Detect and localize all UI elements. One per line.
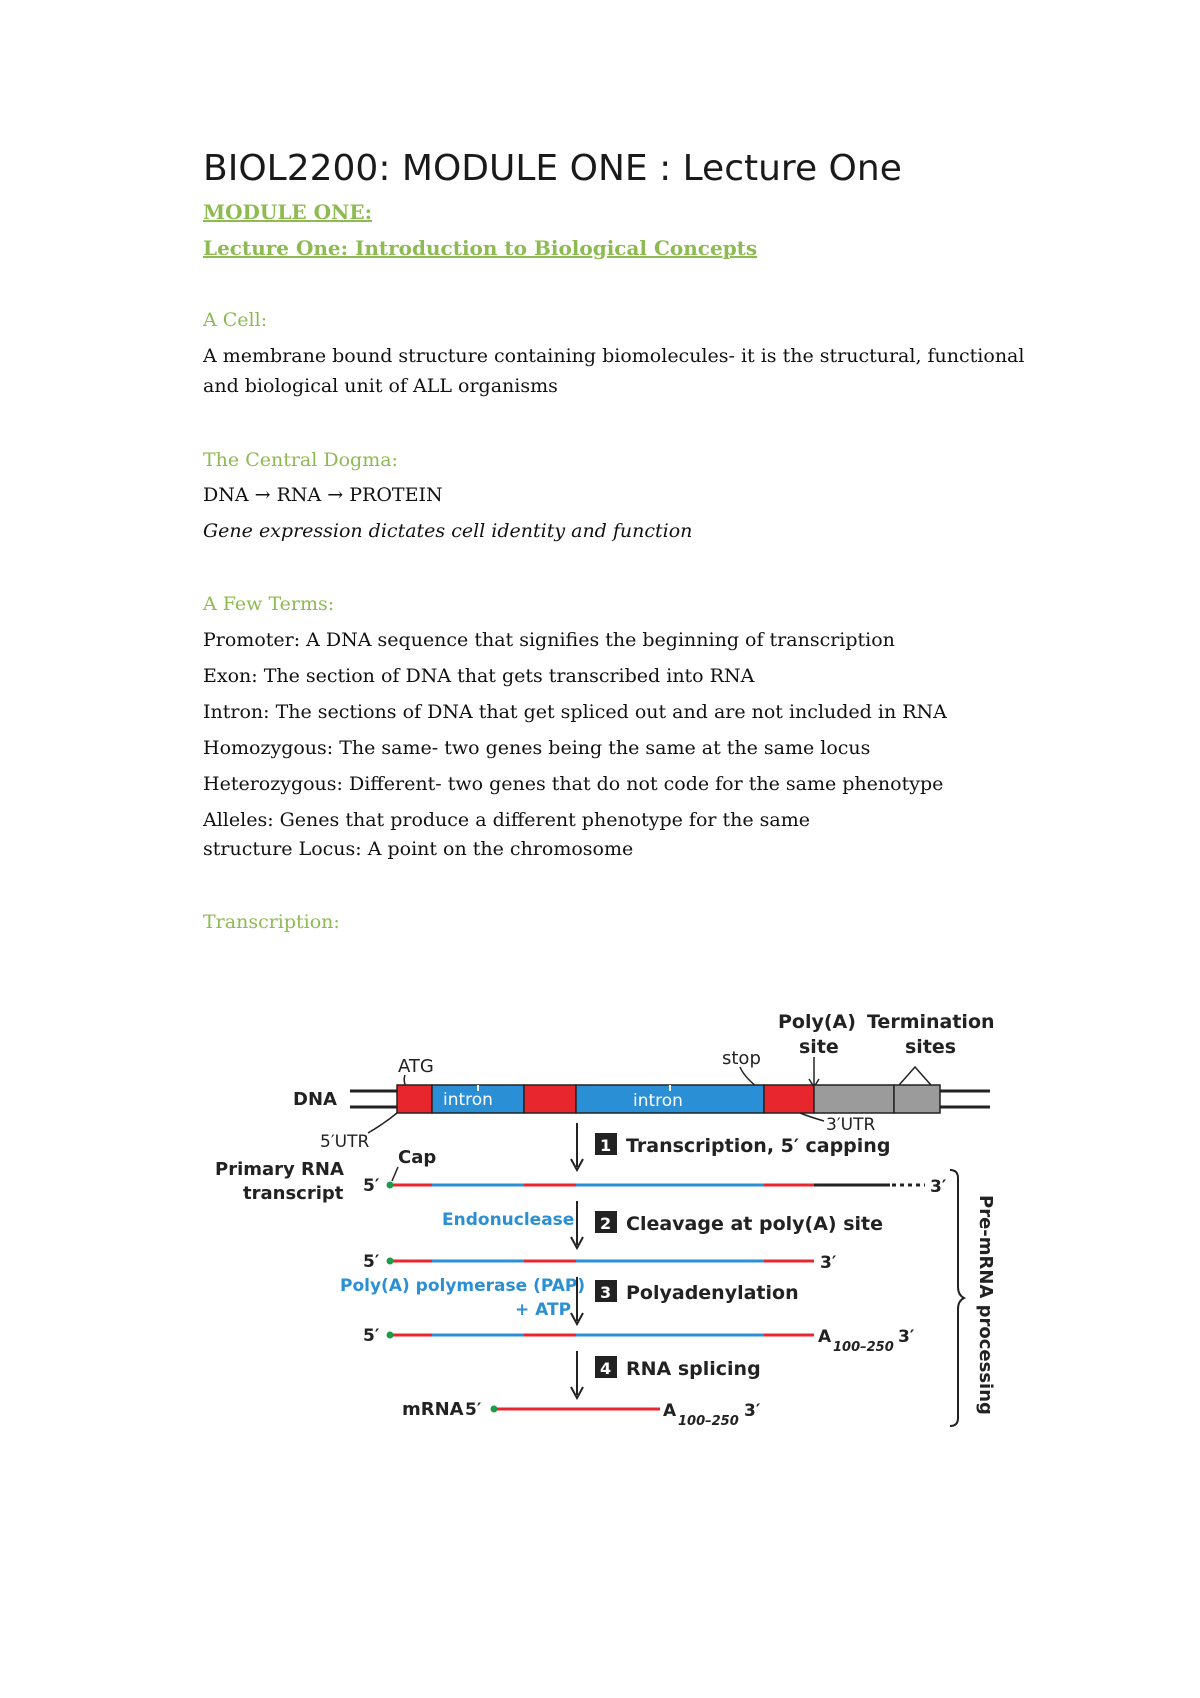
intron-2-label: intron — [633, 1091, 683, 1111]
exon-2 — [524, 1085, 576, 1113]
pre-mrna-brace — [950, 1170, 964, 1426]
term-locus: structure Locus: A point on the chromosome — [203, 838, 634, 860]
cleaved-cap-dot — [387, 1258, 394, 1265]
step-1-label: Transcription, 5′ capping — [626, 1135, 891, 1157]
step-3-number: 3 — [600, 1283, 612, 1302]
lecture-heading[interactable]: Lecture One: Introduction to Biological Concepts — [203, 236, 758, 260]
poly-a-site-label-line2: site — [799, 1036, 839, 1058]
mrna-5-prime: 5′ — [465, 1400, 482, 1420]
utr3-pointer — [800, 1113, 824, 1121]
cell-definition-line1: A membrane bound structure containing biomolecules- it is the structural, functional — [203, 345, 1025, 367]
cleaved-5-prime: 5′ — [363, 1252, 380, 1272]
dna-label: DNA — [293, 1089, 337, 1110]
transcription-heading: Transcription: — [203, 911, 340, 933]
utr-region-2 — [894, 1085, 940, 1113]
document-title: BIOL2200: MODULE ONE : Lecture One — [203, 148, 902, 189]
gene-expression-note: Gene expression dictates cell identity and function — [203, 520, 693, 542]
cell-heading: A Cell: — [203, 309, 268, 331]
term-alleles: Alleles: Genes that produce a different phenotype for the same — [203, 809, 811, 831]
cap-pointer — [392, 1167, 398, 1181]
step-2-label: Cleavage at poly(A) site — [626, 1213, 884, 1235]
central-dogma-heading: The Central Dogma: — [203, 449, 398, 471]
utr5-label: 5′UTR — [320, 1132, 370, 1152]
term-homozygous: Homozygous: The same- two genes being the same at the same locus — [203, 737, 871, 759]
mrna-label: mRNA — [402, 1399, 464, 1420]
primary-transcript-label-line1: Primary RNA — [215, 1159, 344, 1180]
term-heterozygous: Heterozygous: Different- two genes that do not code for the same phenotype — [203, 773, 944, 795]
termination-label-line1: Termination — [867, 1011, 995, 1033]
intron-1-label: intron — [443, 1090, 493, 1110]
polyadenylated-3-prime: 3′ — [898, 1327, 915, 1347]
term-promoter: Promoter: A DNA sequence that signifies the beginning of transcription — [203, 629, 895, 651]
atg-label: ATG — [398, 1056, 434, 1077]
pap-label-line1: Poly(A) polymerase (PAP) — [340, 1276, 586, 1296]
pap-label-line2: + ATP — [515, 1300, 572, 1320]
module-heading[interactable]: MODULE ONE: — [203, 200, 372, 224]
cleaved-3-prime: 3′ — [820, 1253, 837, 1273]
utr5-pointer — [368, 1113, 397, 1133]
mrna-a: A — [663, 1401, 677, 1421]
mrna-3-prime: 3′ — [744, 1401, 761, 1421]
transcription-diagram — [200, 995, 1040, 1450]
cell-definition-line2: and biological unit of ALL organisms — [203, 375, 558, 397]
polyadenylated-a: A — [818, 1327, 832, 1347]
mrna-tail-length: 100–250 — [678, 1414, 739, 1429]
primary-5-prime: 5′ — [363, 1176, 380, 1196]
primary-transcript-label-line2: transcript — [243, 1183, 344, 1204]
terms-heading: A Few Terms: — [203, 593, 335, 615]
stop-label: stop — [722, 1048, 761, 1069]
step-2-number: 2 — [600, 1214, 612, 1233]
polyadenylated-5-prime: 5′ — [363, 1326, 380, 1346]
utr-region-1 — [814, 1085, 894, 1113]
polyadenylated-cap-dot — [387, 1332, 394, 1339]
primary-3-prime: 3′ — [930, 1177, 947, 1197]
step-3-label: Polyadenylation — [626, 1282, 799, 1304]
poly-a-site-label-line1: Poly(A) — [778, 1011, 856, 1033]
step-4-number: 4 — [600, 1359, 612, 1378]
polyadenylated-tail-length: 100–250 — [833, 1340, 894, 1355]
primary-cap-dot — [387, 1182, 394, 1189]
pre-mrna-processing-label: Pre-mRNA processing — [975, 1195, 996, 1415]
endonuclease-label: Endonuclease — [442, 1210, 575, 1230]
step-1-number: 1 — [600, 1136, 612, 1155]
central-dogma-flow: DNA → RNA → PROTEIN — [203, 484, 443, 506]
termination-label-line2: sites — [905, 1036, 957, 1058]
exon-1 — [397, 1085, 432, 1113]
exon-3 — [764, 1085, 814, 1113]
cap-label: Cap — [398, 1147, 437, 1168]
term-exon: Exon: The section of DNA that gets transcribed into RNA — [203, 665, 755, 687]
utr3-label: 3′UTR — [826, 1115, 876, 1135]
mrna-cap-dot — [491, 1406, 498, 1413]
term-intron: Intron: The sections of DNA that get spliced out and are not included in RNA — [203, 701, 947, 723]
step-4-label: RNA splicing — [626, 1358, 761, 1380]
